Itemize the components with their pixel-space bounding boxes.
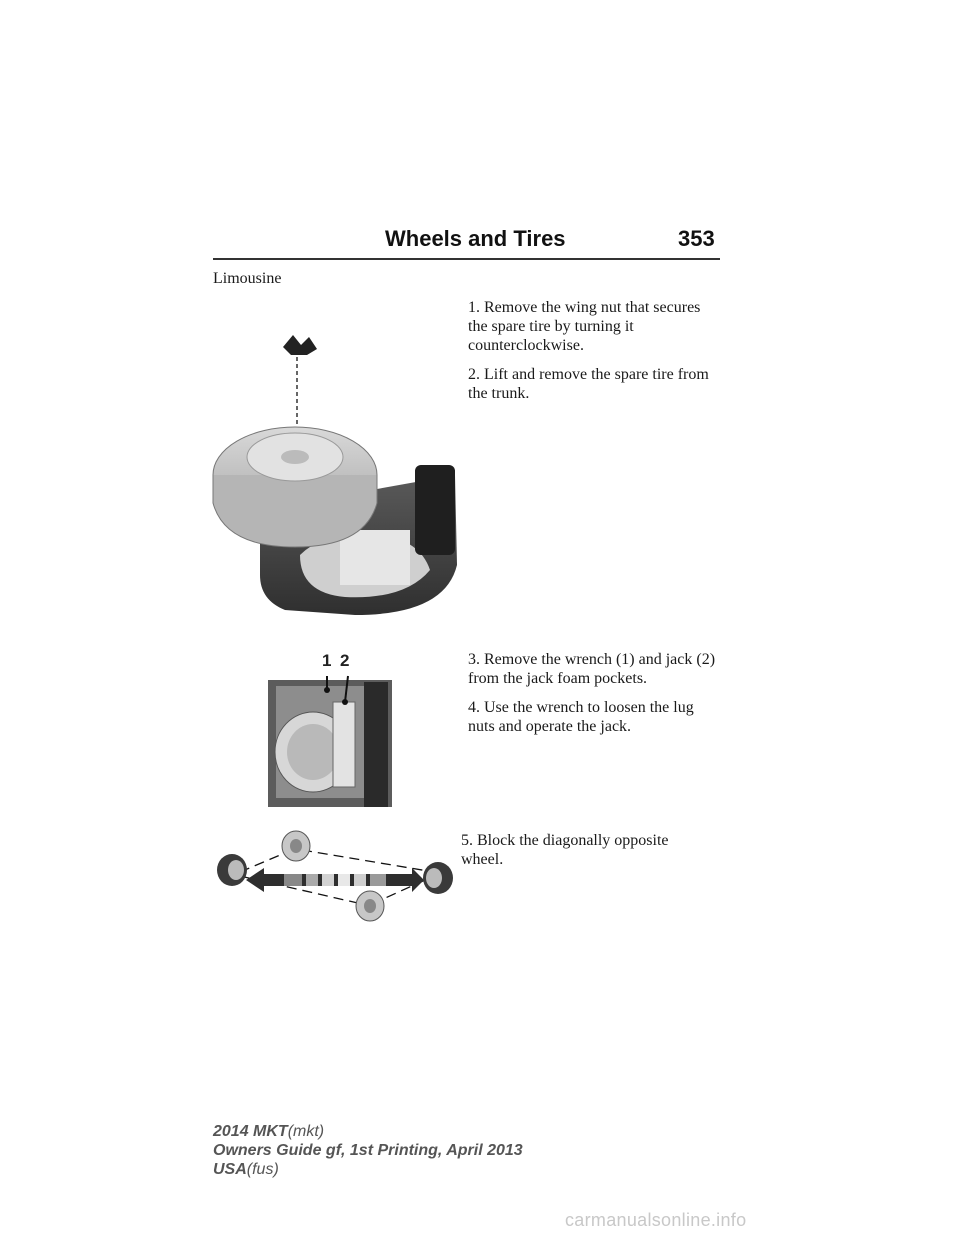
callout-number-2: 2 bbox=[340, 651, 350, 670]
watermark-text: carmanualsonline.info bbox=[565, 1210, 747, 1230]
footer-region: USA bbox=[213, 1161, 247, 1178]
subsection-label: Limousine bbox=[213, 270, 282, 287]
steps-group-1 bbox=[468, 298, 718, 413]
footer-guide: Owners Guide gf, 1st Printing, April 2013 bbox=[213, 1142, 523, 1159]
spare-tire-figure bbox=[205, 325, 465, 625]
steps-group-2 bbox=[468, 650, 718, 746]
wrench-jack-figure bbox=[268, 672, 392, 807]
steps-group-3 bbox=[461, 831, 711, 879]
footer-region-code: (fus) bbox=[246, 1161, 279, 1178]
header-divider bbox=[213, 258, 720, 260]
step-2-text: 2. Lift and remove the spare tire from the trunk. bbox=[468, 366, 709, 402]
footer-model-code: (mkt) bbox=[287, 1123, 325, 1140]
page-number: 353 bbox=[678, 226, 715, 251]
step-1-text: 1. Remove the wing nut that secures the spare tire by turning it counterclockwise. bbox=[468, 299, 701, 354]
step-5-text: 5. Block the diagonally opposite wheel. bbox=[461, 832, 669, 868]
footer-imprint bbox=[213, 1122, 523, 1179]
section-title: Wheels and Tires bbox=[385, 226, 566, 251]
footer-model: 2014 MKT bbox=[213, 1123, 288, 1140]
step-3-text: 3. Remove the wrench (1) and jack (2) from the jack foam pockets. bbox=[468, 651, 716, 687]
step-4-text: 4. Use the wrench to loosen the lug nuts and operate the jack. bbox=[468, 699, 694, 735]
callout-number-1: 1 bbox=[322, 651, 332, 670]
wheel-block-figure bbox=[212, 828, 460, 924]
